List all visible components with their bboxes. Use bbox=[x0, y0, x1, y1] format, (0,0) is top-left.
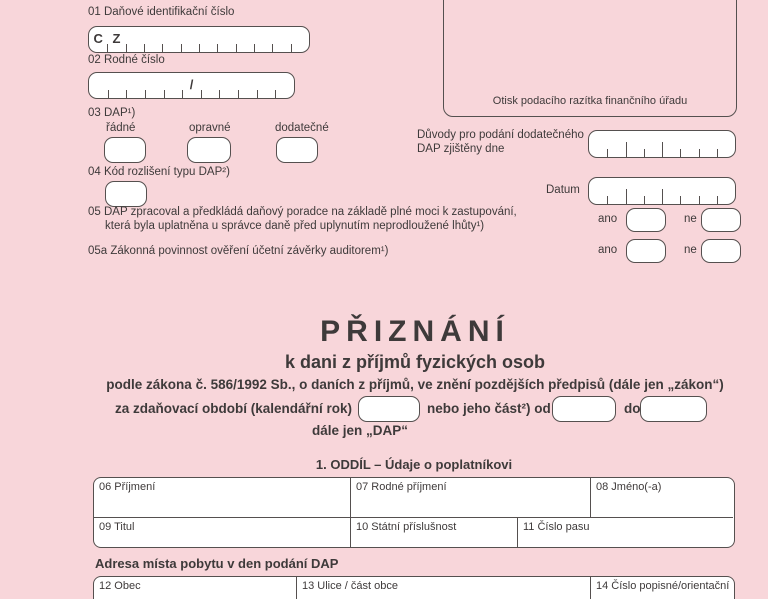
cell-divider-tick bbox=[162, 44, 163, 52]
f05-no-checkbox[interactable] bbox=[701, 208, 741, 232]
cell-11-label: 11 Číslo pasu bbox=[523, 521, 590, 533]
segment-cell bbox=[275, 73, 294, 98]
segment-cell bbox=[162, 27, 180, 52]
cell-divider-tick bbox=[680, 196, 681, 204]
segment-cell bbox=[589, 131, 607, 157]
cell-divider-tick bbox=[626, 142, 627, 157]
segment-cell bbox=[89, 73, 108, 98]
segment-cell bbox=[236, 27, 254, 52]
cell-07-birth-surname[interactable] bbox=[351, 478, 591, 518]
segment-cell bbox=[607, 178, 625, 204]
cell-divider-tick bbox=[126, 90, 127, 98]
segment-cell bbox=[626, 178, 644, 204]
segment-cell: C bbox=[93, 31, 103, 46]
period-to-field[interactable] bbox=[640, 396, 707, 422]
cell-divider-tick bbox=[607, 196, 608, 204]
segment-cell bbox=[199, 27, 217, 52]
period-from-field[interactable] bbox=[552, 396, 616, 422]
cell-divider-tick bbox=[644, 149, 645, 157]
cell-divider-tick bbox=[680, 149, 681, 157]
address-table bbox=[93, 576, 735, 599]
f05a-yes-label: ano bbox=[598, 244, 618, 256]
cell-13-street[interactable] bbox=[297, 577, 591, 599]
cell-divider-tick bbox=[145, 90, 146, 98]
cell-divider-tick bbox=[257, 90, 258, 98]
segment-cell bbox=[662, 178, 680, 204]
cell-divider-tick bbox=[107, 44, 108, 52]
reasons-date-field[interactable] bbox=[588, 130, 736, 158]
field-03-label: 03 DAP¹) bbox=[88, 107, 136, 119]
segment-cell bbox=[126, 27, 144, 52]
f05a-yes-checkbox[interactable] bbox=[626, 239, 666, 263]
segment-cell bbox=[272, 27, 290, 52]
datum-date-field[interactable] bbox=[588, 177, 736, 205]
cell-divider-tick bbox=[181, 44, 182, 52]
f05a-no-checkbox[interactable] bbox=[701, 239, 741, 263]
datum-label: Datum bbox=[546, 184, 580, 196]
option-dodatecne-label: dodatečné bbox=[275, 122, 329, 134]
cell-divider-tick bbox=[236, 44, 237, 52]
tax-year-field[interactable] bbox=[358, 396, 420, 422]
form-title: PŘIZNÁNÍ bbox=[320, 315, 510, 348]
segment-cell bbox=[126, 73, 145, 98]
cell-06-surname[interactable] bbox=[94, 478, 351, 518]
segment-cell bbox=[607, 131, 625, 157]
field-05a-label: 05a Zákonná povinnost ověření účetní závěrky auditorem¹) bbox=[88, 245, 389, 257]
cell-09-label: 09 Titul bbox=[99, 521, 135, 533]
segment-cell bbox=[717, 131, 735, 157]
cell-09-title[interactable] bbox=[94, 518, 351, 547]
segment-cell bbox=[662, 131, 680, 157]
option-opravne-label: opravné bbox=[189, 122, 231, 134]
cell-divider-tick bbox=[144, 44, 145, 52]
segment-cell bbox=[644, 131, 662, 157]
segment-cell bbox=[589, 178, 607, 204]
form-alias-line: dále jen „DAP“ bbox=[312, 423, 409, 438]
stamp-box bbox=[443, 0, 737, 117]
cell-divider-tick bbox=[626, 189, 627, 204]
cell-12-city[interactable] bbox=[94, 577, 297, 599]
cell-11-passport-number[interactable] bbox=[518, 518, 733, 547]
cell-divider-tick bbox=[164, 90, 165, 98]
taxpayer-table bbox=[93, 477, 735, 548]
cell-08-label: 08 Jméno(-a) bbox=[596, 481, 662, 493]
segment-cell bbox=[626, 131, 644, 157]
segment-cell bbox=[201, 73, 220, 98]
cell-divider-tick bbox=[201, 90, 202, 98]
cell-08-first-name[interactable] bbox=[591, 478, 733, 518]
reasons-label-line1: Důvody pro podání dodatečného bbox=[417, 129, 584, 141]
segment-cell bbox=[291, 27, 309, 52]
segment-cell bbox=[680, 131, 698, 157]
segment-cell: Z bbox=[112, 31, 121, 46]
dodatecne-checkbox[interactable] bbox=[276, 137, 318, 163]
cell-divider-tick bbox=[217, 44, 218, 52]
stamp-box-caption: Otisk podacího razítka finančního úřadu bbox=[492, 95, 688, 107]
cell-06-label: 06 Příjmení bbox=[99, 481, 156, 493]
segment-cell bbox=[144, 27, 162, 52]
field-01-label: 01 Daňové identifikační číslo bbox=[88, 6, 235, 18]
segment-cell bbox=[254, 27, 272, 52]
field-05-label-line2: která byla uplatněna u správce daně před uplynutím neprodloužené lhůty¹) bbox=[105, 220, 485, 232]
f05-no-label: ne bbox=[684, 213, 697, 225]
cell-divider-tick bbox=[662, 142, 663, 157]
cell-divider-tick bbox=[699, 149, 700, 157]
cell-divider-tick bbox=[607, 149, 608, 157]
period-label-part1: za zdaňovací období (kalendářní rok) bbox=[115, 401, 353, 416]
tax-id-field[interactable] bbox=[88, 26, 310, 53]
cell-divider-tick bbox=[717, 196, 718, 204]
cell-divider-tick bbox=[182, 90, 183, 98]
segment-cell bbox=[217, 27, 235, 52]
cell-10-label: 10 Státní příslušnost bbox=[356, 521, 457, 533]
segment-cell bbox=[644, 178, 662, 204]
cell-divider-tick bbox=[219, 90, 220, 98]
field-02-label: 02 Rodné číslo bbox=[88, 54, 165, 66]
reasons-label-line2: DAP zjištěny dne bbox=[417, 143, 505, 155]
cell-divider-tick bbox=[254, 44, 255, 52]
f05-yes-label: ano bbox=[598, 213, 618, 225]
segment-cell bbox=[145, 73, 164, 98]
period-label-part3: do bbox=[624, 401, 641, 416]
cell-14-house-number[interactable] bbox=[591, 577, 733, 599]
birth-number-field[interactable] bbox=[88, 72, 295, 99]
address-heading: Adresa místa pobytu v den podání DAP bbox=[95, 556, 339, 571]
segment-cell bbox=[699, 178, 717, 204]
segment-cell bbox=[257, 73, 276, 98]
cell-14-label: 14 Číslo popisné/orientační bbox=[596, 580, 730, 592]
segment-cell bbox=[238, 73, 257, 98]
field-05-label-line1: 05 DAP zpracoval a předkládá daňový poradce na základě plné moci k zastupování, bbox=[88, 206, 517, 218]
cell-divider-tick bbox=[199, 44, 200, 52]
cell-divider-tick bbox=[291, 44, 292, 52]
cell-divider-tick bbox=[272, 44, 273, 52]
cell-07-label: 07 Rodné příjmení bbox=[356, 481, 447, 493]
cell-12-label: 12 Obec bbox=[99, 580, 141, 592]
cell-divider-tick bbox=[275, 90, 276, 98]
cell-divider-tick bbox=[717, 149, 718, 157]
field-04-label: 04 Kód rozlišení typu DAP²) bbox=[88, 166, 230, 178]
segment-cell bbox=[680, 178, 698, 204]
cell-divider-tick bbox=[644, 196, 645, 204]
segment-cell bbox=[699, 131, 717, 157]
segment-cell bbox=[108, 73, 127, 98]
form-law-line: podle zákona č. 586/1992 Sb., o daních z příjmů, ve znění pozdějších předpisů (dále jen „zákon“) bbox=[106, 377, 724, 392]
cell-divider-tick bbox=[238, 90, 239, 98]
period-label-part2: nebo jeho část²) od bbox=[427, 401, 551, 416]
f05-yes-checkbox[interactable] bbox=[626, 208, 666, 232]
f05a-no-label: ne bbox=[684, 244, 697, 256]
segment-cell: / bbox=[189, 77, 194, 92]
dap-type-code-field[interactable] bbox=[105, 181, 147, 207]
form-subtitle: k dani z příjmů fyzických osob bbox=[284, 352, 546, 372]
cell-10-nationality[interactable] bbox=[351, 518, 518, 547]
option-radne-label: řádné bbox=[106, 122, 136, 134]
cell-divider-tick bbox=[699, 196, 700, 204]
radne-checkbox[interactable] bbox=[104, 137, 146, 163]
segment-cell bbox=[181, 27, 199, 52]
cell-divider-tick bbox=[662, 189, 663, 204]
opravne-checkbox[interactable] bbox=[187, 137, 231, 163]
cell-13-label: 13 Ulice / část obce bbox=[302, 580, 398, 592]
cell-divider-tick bbox=[108, 90, 109, 98]
segment-cell bbox=[717, 178, 735, 204]
segment-cell bbox=[219, 73, 238, 98]
section1-heading: 1. ODDÍL – Údaje o poplatníkovi bbox=[315, 457, 513, 472]
cell-divider-tick bbox=[126, 44, 127, 52]
segment-cell bbox=[164, 73, 183, 98]
